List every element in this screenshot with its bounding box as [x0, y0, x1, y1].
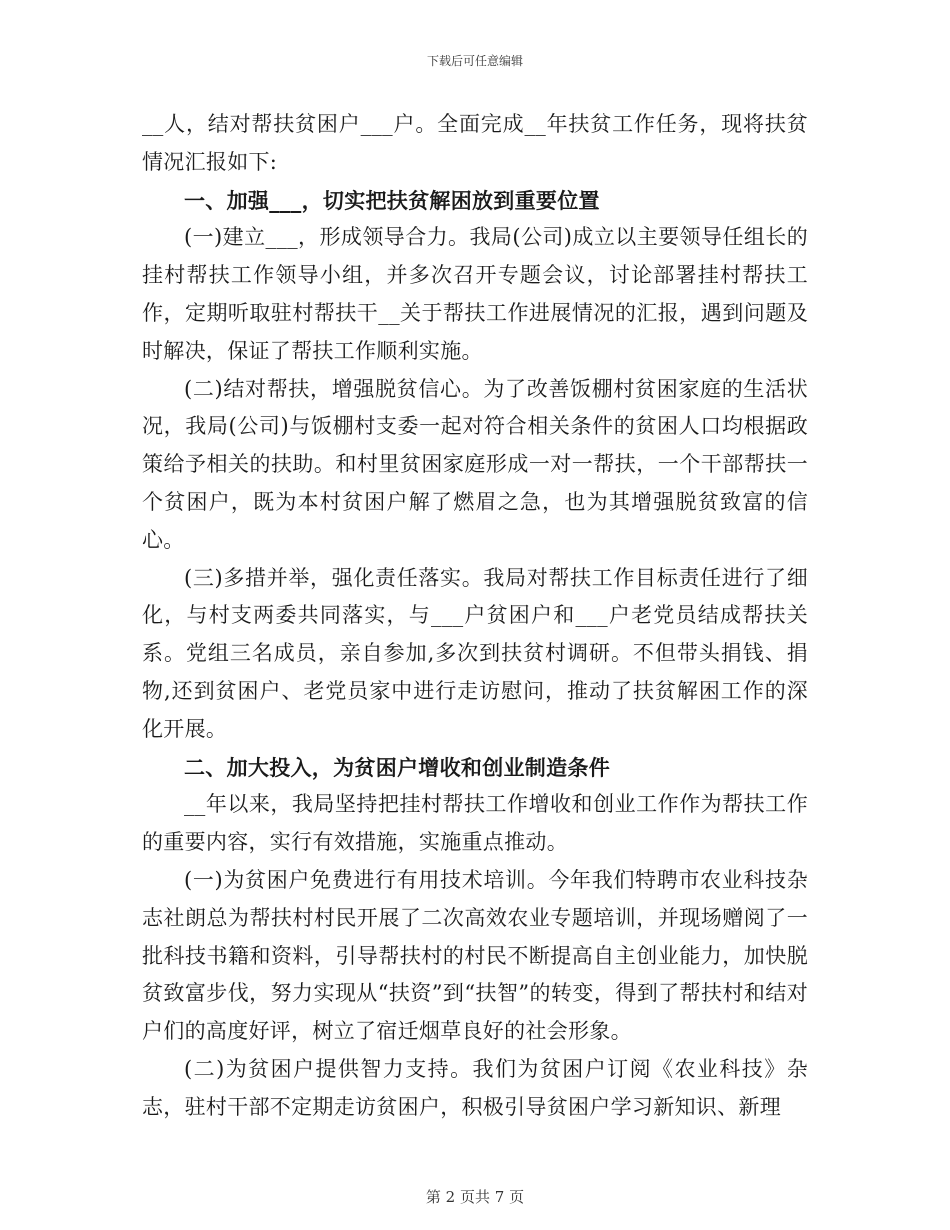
paragraph-1-1: (一)建立___，形成领导合力。我局(公司)成立以主要领导任组长的挂村帮扶工作领导小组，并多次召开专题会议，讨论部署挂村帮扶工作，定期听取驻村帮扶干__关于帮扶工作进展情况的汇报，遇到问题及时解决，保证了帮扶工作顺利实施。 [142, 225, 808, 363]
paragraph-2-2: (二)为贫困户提供智力支持。我们为贫困户订阅《农业科技》杂志，驻村干部不定期走访贫困户，积极引导贫困户学习新知识、新理 [142, 1056, 808, 1119]
paragraph-intro: __人，结对帮扶贫困户___户。全面完成__年扶贫工作任务，现将扶贫情况汇报如下: [142, 112, 808, 174]
document-body [142, 106, 808, 1127]
paragraph-1-3: (三)多措并举，强化责任落实。我局对帮扶工作目标责任进行了细化，与村支两委共同落实，与___户贫困户和___户老党员结成帮扶关系。党组三名成员，亲自参加,多次到扶贫村调研。不但带头捐钱、捐物,还到贫困户、老党员家中进行走访慰问，推动了扶贫解困工作的深化开展。 [142, 565, 808, 741]
page-footer: 第 2 页共 7 页 [425, 1188, 525, 1206]
page-header: 下载后可任意编辑 [426, 54, 523, 68]
paragraph-2-intro: __年以来，我局坚持把挂村帮扶工作增收和创业工作作为帮扶工作的重要内容，实行有效措施，实施重点推动。 [142, 792, 808, 855]
section-heading-1: 一、加强___，切实把扶贫解困放到重要位置 [184, 187, 600, 213]
section-heading-2: 二、加大投入，为贫困户增收和创业制造条件 [184, 754, 610, 780]
paragraph-1-2: (二)结对帮扶，增强脱贫信心。为了改善饭棚村贫困家庭的生活状况，我局(公司)与饭棚村支委一起对符合相关条件的贫困人口均根据政策给予相关的扶助。和村里贫困家庭形成一对一帮扶，一个干部帮扶一个贫困户，既为本村贫困户解了燃眉之急，也为其增强脱贫致富的信心。 [142, 376, 808, 552]
paragraph-2-1: (一)为贫困户免费进行有用技术培训。今年我们特聘市农业科技杂志社朗总为帮扶村村民开展了二次高效农业专题培训，并现场赠阅了一批科技书籍和资料，引导帮扶村的村民不断提高自主创业能力，加快脱贫致富步伐，努力实现从“扶资”到“扶智”的转变，得到了帮扶村和结对户们的高度好评，树立了宿迁烟草良好的社会形象。 [142, 867, 808, 1044]
